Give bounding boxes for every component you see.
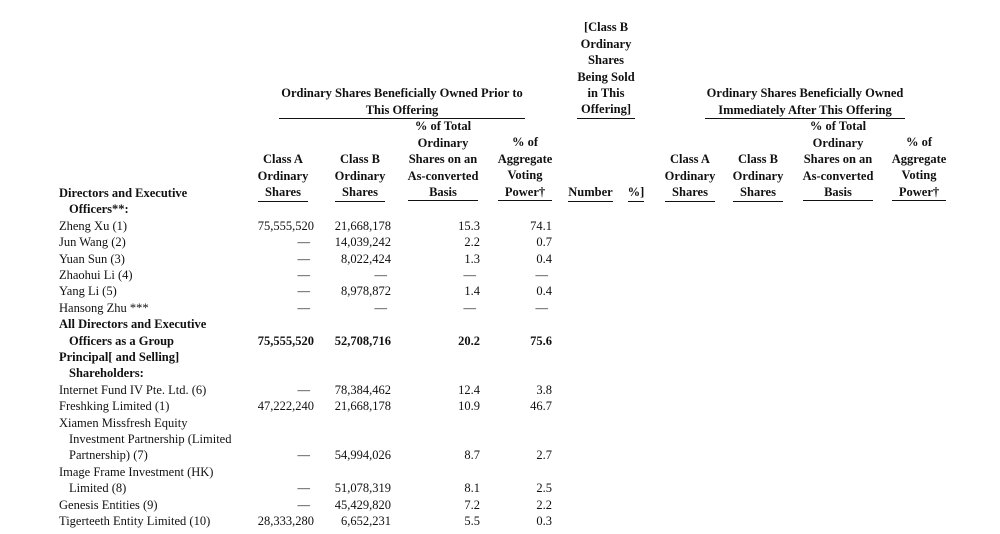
header-after-class-b xyxy=(727,135,789,202)
cell-class-b: 54,994,026 xyxy=(334,448,391,463)
header-after-group-text: Ordinary Shares Beneficially Owned Immediately After This Offering xyxy=(705,85,906,119)
row-label: All Directors and Executive xyxy=(59,317,207,332)
cell-class-a: 28,333,280 xyxy=(257,514,314,528)
header-pct-sold-text: %] xyxy=(628,184,645,201)
header-class-b-text: Class B Ordinary Shares xyxy=(335,151,386,201)
row-label: Freshking Limited (1) xyxy=(59,399,170,414)
header-after-pct-voting-text: % of Aggregate Voting Power† xyxy=(892,134,947,201)
cell-pct-voting: 2.7 xyxy=(536,448,552,463)
cell-class-a: — xyxy=(297,251,310,266)
cell-pct-total: 12.4 xyxy=(458,382,480,397)
row-label: Hansong Zhu *** xyxy=(59,300,149,315)
cell-pct-total: 5.5 xyxy=(464,514,480,528)
cell-class-b: 6,652,231 xyxy=(341,514,391,528)
cell-pct-voting: 2.5 xyxy=(536,481,552,496)
cell-pct-total: 2.2 xyxy=(464,235,480,250)
row-label: Internet Fund IV Pte. Ltd. (6) xyxy=(59,382,207,397)
cell-pct-total: 15.3 xyxy=(458,218,480,233)
cell-pct-voting: — xyxy=(535,268,548,282)
cell-class-b: — xyxy=(374,268,387,282)
cell-class-a: 75,555,520 xyxy=(257,333,314,348)
header-class-b xyxy=(329,135,391,202)
row-label: Directors and Executive xyxy=(59,186,188,200)
row-label: Genesis Entities (9) xyxy=(59,497,158,512)
cell-pct-total: — xyxy=(463,268,476,282)
cell-pct-total: 10.9 xyxy=(458,399,480,414)
header-sold-group xyxy=(566,3,646,119)
cell-class-a: — xyxy=(297,497,310,512)
row-label: Yuan Sun (3) xyxy=(59,251,125,266)
row-label: Partnership) (7) xyxy=(69,448,148,463)
cell-pct-voting: — xyxy=(535,300,548,315)
cell-class-a: — xyxy=(297,300,310,315)
header-class-a xyxy=(252,135,314,202)
cell-class-b: 45,429,820 xyxy=(334,497,391,512)
cell-pct-voting: 0.4 xyxy=(536,284,552,299)
cell-class-a: — xyxy=(297,268,310,282)
cell-class-a: 75,555,520 xyxy=(257,218,314,233)
header-prior-group-text: Ordinary Shares Beneficially Owned Prior to This Offering xyxy=(279,85,525,119)
header-after-class-a-text: Class A Ordinary Shares xyxy=(665,151,716,201)
row-label: Zhaohui Li (4) xyxy=(59,268,133,282)
header-sold-group-text: [Class B Ordinary Shares Being Sold in This Offering] xyxy=(577,19,634,118)
cell-pct-total: 1.4 xyxy=(464,284,480,299)
cell-class-a: — xyxy=(297,481,310,496)
header-number xyxy=(563,168,618,202)
cell-class-a: — xyxy=(297,448,310,463)
header-pct-total-text: % of Total Ordinary Shares on an As-converted Basis xyxy=(408,118,479,201)
cell-class-b: 8,978,872 xyxy=(341,284,391,299)
header-after-pct-voting xyxy=(884,118,954,201)
cell-class-b: 52,708,716 xyxy=(334,333,391,348)
cell-class-a: — xyxy=(297,284,310,299)
cell-class-b: 21,668,178 xyxy=(334,218,391,233)
row-label: Xiamen Missfresh Equity xyxy=(59,415,188,430)
cell-pct-voting: 0.4 xyxy=(536,251,552,266)
cell-class-b: 21,668,178 xyxy=(334,399,391,414)
cell-pct-voting: 3.8 xyxy=(536,382,552,397)
header-pct-sold xyxy=(624,168,648,202)
row-label: Jun Wang (2) xyxy=(59,235,126,250)
row-label: Officers**: xyxy=(69,202,129,217)
cell-class-b: 78,384,462 xyxy=(334,382,391,397)
cell-pct-voting: 0.3 xyxy=(536,514,552,528)
cell-class-a: 47,222,240 xyxy=(257,399,314,414)
header-after-class-a xyxy=(659,135,721,202)
cell-class-b: — xyxy=(374,300,387,315)
cell-pct-voting: 46.7 xyxy=(530,399,552,414)
row-label: Limited (8) xyxy=(69,481,127,496)
row-label: Officers as a Group xyxy=(69,333,174,348)
row-label: Investment Partnership (Limited xyxy=(69,432,232,446)
header-class-a-text: Class A Ordinary Shares xyxy=(258,151,309,201)
cell-pct-total: — xyxy=(463,300,476,315)
header-pct-total xyxy=(402,102,484,201)
cell-class-b: 8,022,424 xyxy=(341,251,391,266)
row-label: Principal[ and Selling] xyxy=(59,350,180,364)
row-label: Tigerteeth Entity Limited (10) xyxy=(59,514,211,528)
cell-pct-total: 7.2 xyxy=(464,497,480,512)
cell-pct-total: 8.1 xyxy=(464,481,480,496)
cell-pct-voting: 75.6 xyxy=(530,333,552,348)
cell-pct-voting: 2.2 xyxy=(536,497,552,512)
header-after-pct-total-text: % of Total Ordinary Shares on an As-converted Basis xyxy=(803,118,874,201)
header-pct-voting-text: % of Aggregate Voting Power† xyxy=(498,134,553,201)
cell-pct-voting: 74.1 xyxy=(530,218,552,233)
cell-pct-total: 1.3 xyxy=(464,251,480,266)
cell-class-a: — xyxy=(297,382,310,397)
cell-class-a: — xyxy=(297,235,310,250)
header-after-pct-total xyxy=(797,102,879,201)
header-number-text: Number xyxy=(568,184,612,201)
cell-pct-voting: 0.7 xyxy=(536,235,552,250)
cell-class-b: 51,078,319 xyxy=(334,481,391,496)
header-pct-voting xyxy=(490,118,560,201)
row-label: Yang Li (5) xyxy=(59,284,117,299)
cell-pct-total: 20.2 xyxy=(458,333,480,348)
row-label: Zheng Xu (1) xyxy=(59,218,128,233)
row-label: Shareholders: xyxy=(69,366,144,381)
row-label: Image Frame Investment (HK) xyxy=(59,464,214,479)
header-after-class-b-text: Class B Ordinary Shares xyxy=(733,151,784,201)
cell-pct-total: 8.7 xyxy=(464,448,480,463)
cell-class-b: 14,039,242 xyxy=(334,235,391,250)
